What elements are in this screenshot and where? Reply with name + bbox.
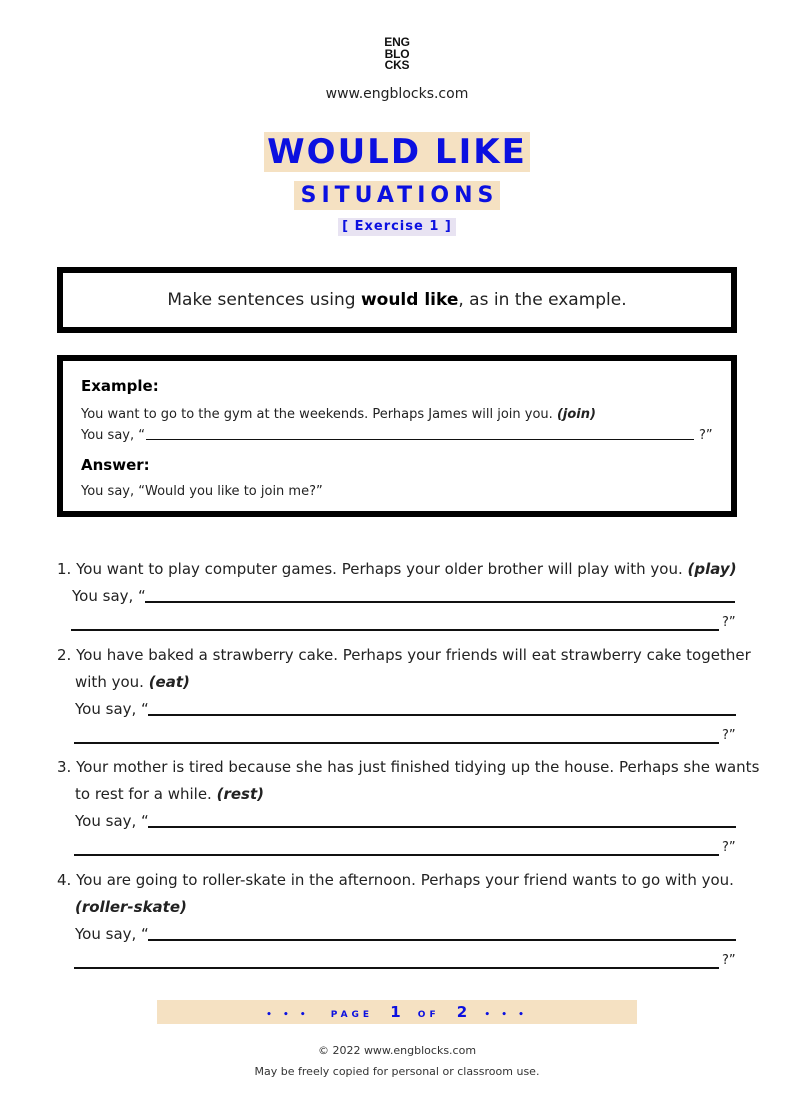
- question-number: 4.: [57, 871, 72, 889]
- question-3-prompt: You say, “: [75, 812, 149, 830]
- question-1-end: ?”: [722, 615, 736, 630]
- subtitle-wrapper: [0, 181, 794, 210]
- question-verb: (eat): [148, 673, 190, 691]
- example-sentence: You want to go to the gym at the weekends. Perhaps James will join you.: [81, 407, 553, 422]
- instruction-text-before: Make sentences using: [167, 290, 361, 310]
- page-total: 2: [456, 1003, 468, 1021]
- question-2-end: ?”: [722, 728, 736, 743]
- example-text: [81, 407, 596, 422]
- instruction-text-bold: would like: [360, 290, 459, 310]
- question-number: 3.: [57, 758, 72, 776]
- question-line-2: to rest for a while.: [75, 785, 212, 803]
- question-line-2: with you.: [75, 673, 144, 691]
- engblocks-logo: [0, 37, 794, 72]
- instruction-box: [57, 267, 737, 333]
- page-current: 1: [390, 1003, 401, 1021]
- question-2-prompt: You say, “: [75, 700, 149, 718]
- example-end: ?”: [699, 428, 713, 443]
- question-line-1: Your mother is tired because she has just finished tidying up the house. Perhaps she wants: [76, 758, 760, 776]
- question-3-end: ?”: [722, 840, 736, 855]
- question-4-answer-line-1[interactable]: [148, 939, 736, 941]
- instruction-text-after: , as in the example.: [458, 290, 627, 310]
- page-indicator: [157, 1000, 637, 1024]
- question-3-answer-line-2[interactable]: [74, 854, 719, 856]
- question-line-1: You want to play computer games. Perhaps your older brother will play with you.: [76, 560, 683, 578]
- question-number: 2.: [57, 646, 72, 664]
- page-dots-left: • • •: [266, 1010, 310, 1020]
- question-3-answer-line-1[interactable]: [148, 826, 736, 828]
- question-verb: (play): [687, 560, 737, 578]
- question-2-answer-line-1[interactable]: [148, 714, 736, 716]
- copyright-text: © 2022 www.engblocks.com: [317, 1044, 477, 1057]
- question-2-answer-line-2[interactable]: [74, 742, 719, 744]
- example-answer: You say, “Would you like to join me?”: [81, 484, 323, 499]
- logo-line-1: ENG: [384, 35, 410, 49]
- title-wrapper: [0, 132, 794, 172]
- website-link[interactable]: www.engblocks.com: [325, 86, 469, 102]
- example-verb: (join): [556, 407, 596, 422]
- page-title: WOULD LIKE: [264, 132, 530, 172]
- question-1-prompt: You say, “: [72, 587, 146, 605]
- page-subtitle: SITUATIONS: [294, 181, 501, 210]
- example-answer-line: [146, 439, 694, 440]
- question-verb: (rest): [216, 785, 264, 803]
- of-word: OF: [417, 1010, 440, 1020]
- question-4-text: [57, 871, 734, 889]
- example-prompt: You say, “: [81, 428, 145, 443]
- page-word: PAGE: [330, 1010, 374, 1020]
- question-4-answer-line-2[interactable]: [74, 967, 719, 969]
- question-3-text: [57, 758, 759, 776]
- question-4-end: ?”: [722, 953, 736, 968]
- question-4-prompt: You say, “: [75, 925, 149, 943]
- exercise-label-wrapper: [0, 215, 794, 236]
- question-2-text-line-2: [75, 673, 190, 691]
- logo-line-3: CKS: [384, 58, 410, 72]
- example-box: [57, 355, 737, 517]
- question-4-text-line-2: [75, 898, 187, 916]
- question-3-text-line-2: [75, 785, 264, 803]
- question-2-text: [57, 646, 751, 664]
- question-1-answer-line-2[interactable]: [71, 629, 719, 631]
- example-label: Example:: [81, 377, 159, 395]
- question-1-text: [57, 560, 737, 578]
- logo-line-2: BLO: [384, 46, 410, 61]
- question-number: 1.: [57, 560, 72, 578]
- license-text: May be freely copied for personal or classroom use.: [254, 1065, 540, 1078]
- answer-label: Answer:: [81, 456, 150, 474]
- question-line-1: You have baked a strawberry cake. Perhaps your friends will eat strawberry cake together: [76, 646, 751, 664]
- question-line-1: You are going to roller-skate in the afternoon. Perhaps your friend wants to go with you.: [76, 871, 734, 889]
- page-dots-right: • • •: [484, 1010, 528, 1020]
- question-verb: (roller-skate): [75, 898, 187, 916]
- exercise-label: [ Exercise 1 ]: [338, 218, 456, 236]
- question-1-answer-line-1[interactable]: [145, 601, 735, 603]
